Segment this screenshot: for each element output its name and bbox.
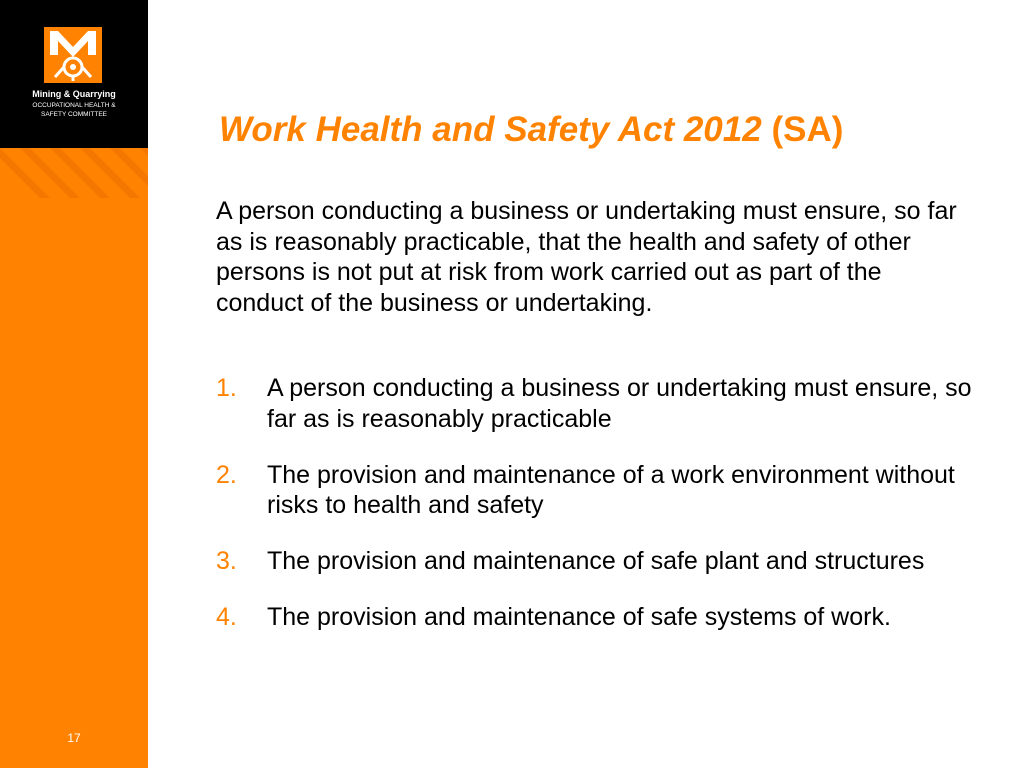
sidebar (0, 0, 148, 768)
mq-logo-icon (44, 27, 102, 83)
page-number: 17 (67, 731, 81, 745)
list-item (216, 373, 976, 434)
list-item (216, 602, 976, 633)
diagonal-stripes-decoration (0, 148, 148, 198)
list-item (216, 460, 976, 521)
list-item-text: The provision and maintenance of a work environment without risks to health and safety (267, 460, 955, 519)
list-item-number: 2. (216, 460, 237, 489)
brand-name: Mining & Quarrying (32, 89, 116, 99)
brand-subtitle (0, 101, 148, 119)
slide-title-act: Work Health and Safety Act 2012 (219, 110, 762, 149)
duty-list (216, 373, 976, 658)
brand-subtitle-line-1: OCCUPATIONAL HEALTH & (32, 102, 116, 109)
slide-title-jurisdiction: (SA) (771, 110, 844, 149)
list-item-text: A person conducting a business or undertaking must ensure, so far as is reasonably practicable (267, 374, 972, 433)
list-item (216, 546, 976, 577)
list-item-text: The provision and maintenance of safe systems of work. (267, 603, 891, 631)
list-item-number: 3. (216, 547, 237, 575)
list-item-text: The provision and maintenance of safe plant and structures (267, 547, 925, 575)
brand-subtitle-line-2: SAFETY COMMITTEE (41, 111, 107, 118)
logo-block (0, 0, 148, 148)
slide-title (219, 108, 843, 152)
list-item-number: 1. (216, 374, 237, 402)
intro-paragraph: A person conducting a business or undertaking must ensure, so far as is reasonably practicable, that the health and safety of other persons is not put at risk from work carried out as part of the conduct of the business or undertaking. (216, 197, 957, 317)
list-item-number: 4. (216, 603, 237, 631)
